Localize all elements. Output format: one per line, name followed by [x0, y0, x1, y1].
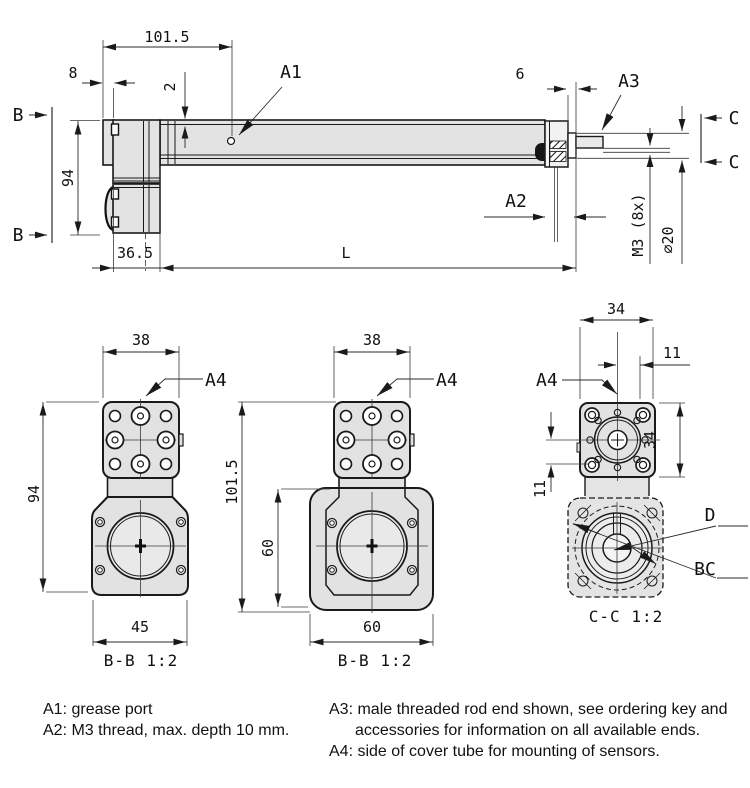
- dim-text-38-mid: 38: [362, 331, 382, 349]
- dim-45: [93, 600, 187, 646]
- dim-text-94-section: 94: [25, 484, 43, 504]
- grease-port-hole: [228, 138, 235, 145]
- callout-a4-cc: [536, 370, 617, 394]
- callout-a4-mid: [377, 370, 458, 396]
- dim-38-mid-view: [334, 331, 410, 398]
- dim-text-11-top: 11: [662, 344, 682, 362]
- dim-94-main: [59, 121, 100, 236]
- section-view-bb-60: [259, 331, 458, 670]
- dim-text-8: 8: [68, 64, 78, 82]
- dim-dia20: [659, 106, 682, 264]
- callout-a3: [602, 71, 640, 130]
- cut-label-c-top: C: [728, 108, 740, 129]
- dim-text-34-right: 34: [641, 430, 659, 450]
- dim-38-left-view: [103, 331, 179, 398]
- note-a1: A1: grease port: [43, 701, 153, 718]
- footnotes-right-column: [329, 699, 727, 762]
- dim-text-6: 6: [515, 65, 525, 83]
- dim-text-45: 45: [130, 618, 150, 636]
- dim-text-2: 2: [161, 82, 179, 92]
- dim-text-dia20: ⌀20: [659, 226, 677, 254]
- note-a2: A2: M3 thread, max. depth 10 mm.: [43, 722, 290, 739]
- dim-text-60-vertical: 60: [259, 538, 277, 558]
- callout-text-a4-mid: A4: [436, 370, 458, 391]
- dim-text-101-5-section: 101.5: [223, 459, 241, 505]
- callout-text-bc: BC: [694, 559, 716, 580]
- dim-text-101-5: 101.5: [144, 28, 190, 46]
- cut-label-c-bottom: C: [728, 152, 740, 173]
- section-title-bb-left: B-B 1:2: [103, 651, 179, 670]
- dim-text-11-left: 11: [531, 479, 549, 499]
- cut-label-b-top: B: [12, 105, 24, 126]
- dim-text-36-5: 36.5: [116, 244, 154, 262]
- section-title-cc: C-C 1:2: [588, 607, 664, 626]
- main-side-view: [13, 28, 740, 272]
- dim-8: [68, 64, 135, 118]
- callout-text-a1: A1: [280, 62, 302, 83]
- section-cut-b: [13, 105, 52, 246]
- callout-a4-left: [146, 370, 227, 396]
- motor-housing: [113, 184, 160, 233]
- dim-60-horizontal: [310, 614, 433, 646]
- cut-label-b-bottom: B: [12, 225, 24, 246]
- threaded-rod-end: [576, 137, 603, 149]
- section-view-cc: [531, 300, 748, 626]
- dim-94-section: [25, 402, 99, 592]
- callout-text-a3: A3: [618, 71, 640, 92]
- section-view-bb-45: [25, 331, 227, 670]
- gearbox-housing: [113, 120, 160, 183]
- callout-text-a2: A2: [505, 191, 527, 212]
- dim-text-L: L: [341, 244, 351, 262]
- callout-text-d: D: [704, 505, 716, 526]
- section-title-bb-mid: B-B 1:2: [337, 651, 413, 670]
- note-a3-line2: accessories for information on all available ends.: [355, 722, 701, 739]
- dim-text-60-horizontal: 60: [362, 618, 382, 636]
- footnotes-left-column: [43, 699, 289, 741]
- callout-a2: [484, 167, 606, 242]
- dim-36-5-and-L: [92, 82, 576, 272]
- thread-hatch-upper: [550, 141, 566, 149]
- dim-text-m3: M3 (8x): [629, 193, 647, 257]
- callout-text-a4-left: A4: [205, 370, 227, 391]
- section-cut-c: [701, 108, 739, 173]
- rod-collar: [568, 133, 576, 158]
- callout-text-a4-cc: A4: [536, 370, 558, 391]
- dim-text-34-top: 34: [606, 300, 626, 318]
- dim-text-94-main: 94: [59, 168, 77, 188]
- dim-text-38-left: 38: [131, 331, 151, 349]
- thread-hatch-lower: [550, 152, 566, 162]
- note-a4: A4: side of cover tube for mounting of sensors.: [329, 743, 660, 760]
- dim-34-top: [580, 300, 653, 399]
- note-a3-line1: A3: male threaded rod end shown, see ordering key and: [329, 701, 728, 718]
